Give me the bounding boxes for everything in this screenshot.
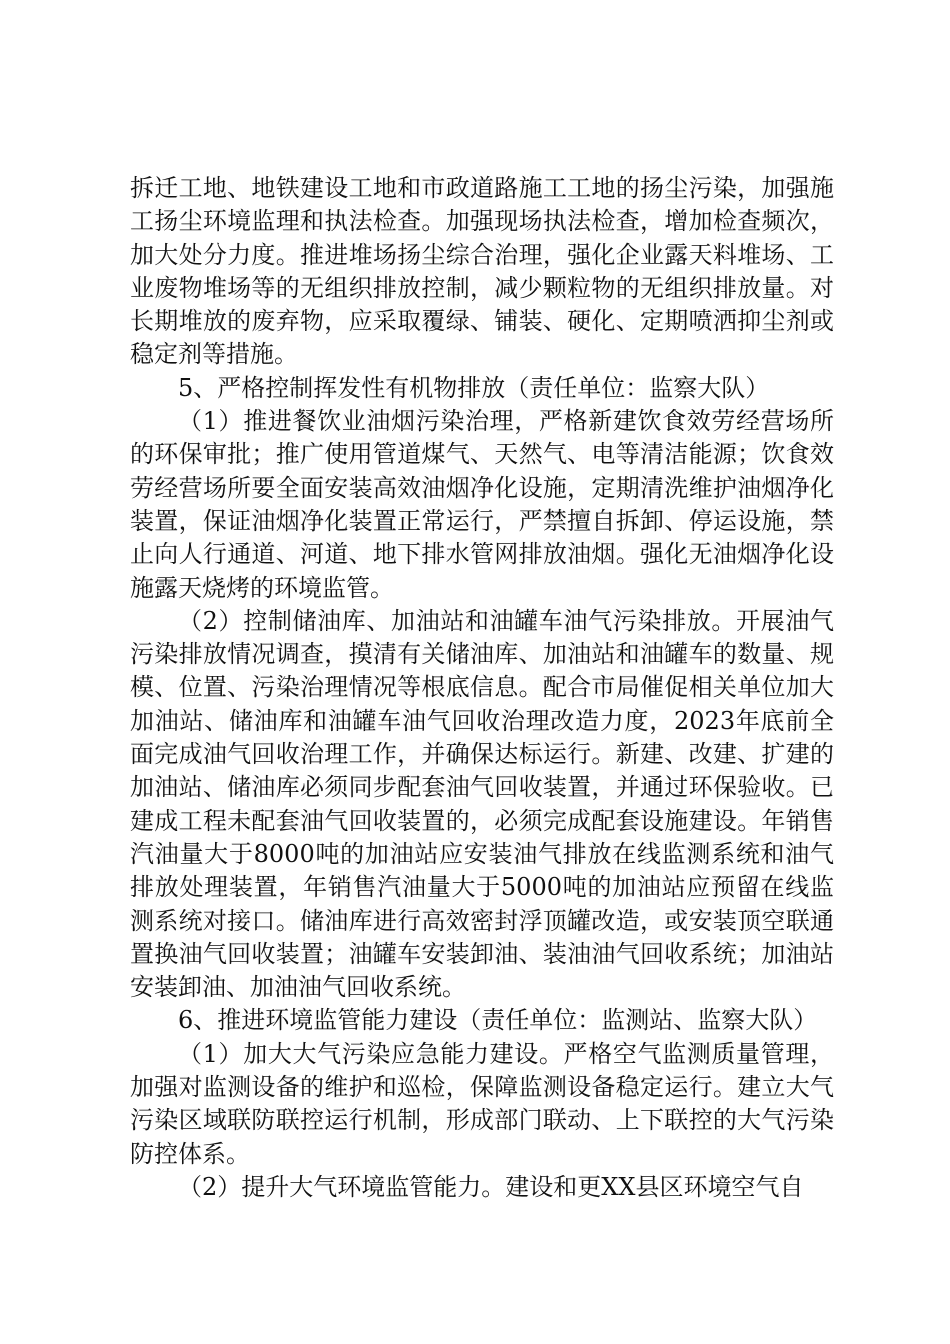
document-body [130, 172, 834, 1204]
paragraph-dust-control: 拆迁工地、地铁建设工地和市政道路施工工地的扬尘污染，加强施工扬尘环境监理和执法检查。加强现场执法检查，增加检查频次，加大处分力度。推进堆场扬尘综合治理，强化企业露天料堆场、工业废物堆场等的无组织排放控制，减少颗粒物的无组织排放量。对长期堆放的废弃物，应采取覆绿、铺装、硬化、定期喷洒抑尘剂或稳定剂等措施。 [130, 174, 834, 369]
paragraph-monitoring-improvement: （2）提升大气环境监管能力。建设和更XX县区环境空气自 [178, 1172, 804, 1201]
section-heading-monitoring-capacity: 6、推进环境监管能力建设（责任单位：监测站、监察大队） [178, 1006, 818, 1035]
section-heading-voc-emission: 5、严格控制挥发性有机物排放（责任单位：监察大队） [178, 373, 770, 402]
paragraph-oil-vapor-control: （2）控制储油库、加油站和油罐车油气污染排放。开展油气污染排放情况调查，摸清有关储油库、加油站和油罐车的数量、规模、位置、污染治理情况等根底信息。配合市局催促相关单位加大加油站、储油库和油罐车油气回收治理改造力度，2023年底前全面完成油气回收治理工作，并确保达标运行。新建、改建、扩建的加油站、储油库必须同步配套油气回收装置，并通过环保验收。已建成工程未配套油气回收装置的，必须完成配套设施建设。年销售汽油量大于8000吨的加油站应安装油气排放在线监测系统和油气排放处理装置，年销售汽油量大于5000吨的加油站应预留在线监测系统对接口。储油库进行高效密封浮顶罐改造，或安装顶空联通置换油气回收装置；油罐车安装卸油、装油油气回收系统；加油站安装卸油、加油油气回收系统。 [130, 606, 834, 1002]
paragraph-emergency-capacity: （1）加大大气污染应急能力建设。严格空气监测质量管理，加强对监测设备的维护和巡检，保障监测设备稳定运行。建立大气污染区域联防联控运行机制，形成部门联动、上下联控的大气污染防控体系。 [130, 1039, 834, 1168]
paragraph-restaurant-fumes: （1）推进餐饮业油烟污染治理，严格新建饮食效劳经营场所的环保审批；推广使用管道煤气、天然气、电等清洁能源；饮食效劳经营场所要全面安装高效油烟净化设施，定期清洗维护油烟净化装置，保证油烟净化装置正常运行，严禁擅自拆卸、停运设施，禁止向人行通道、河道、地下排水管网排放油烟。强化无油烟净化设施露天烧烤的环境监管。 [130, 407, 834, 602]
